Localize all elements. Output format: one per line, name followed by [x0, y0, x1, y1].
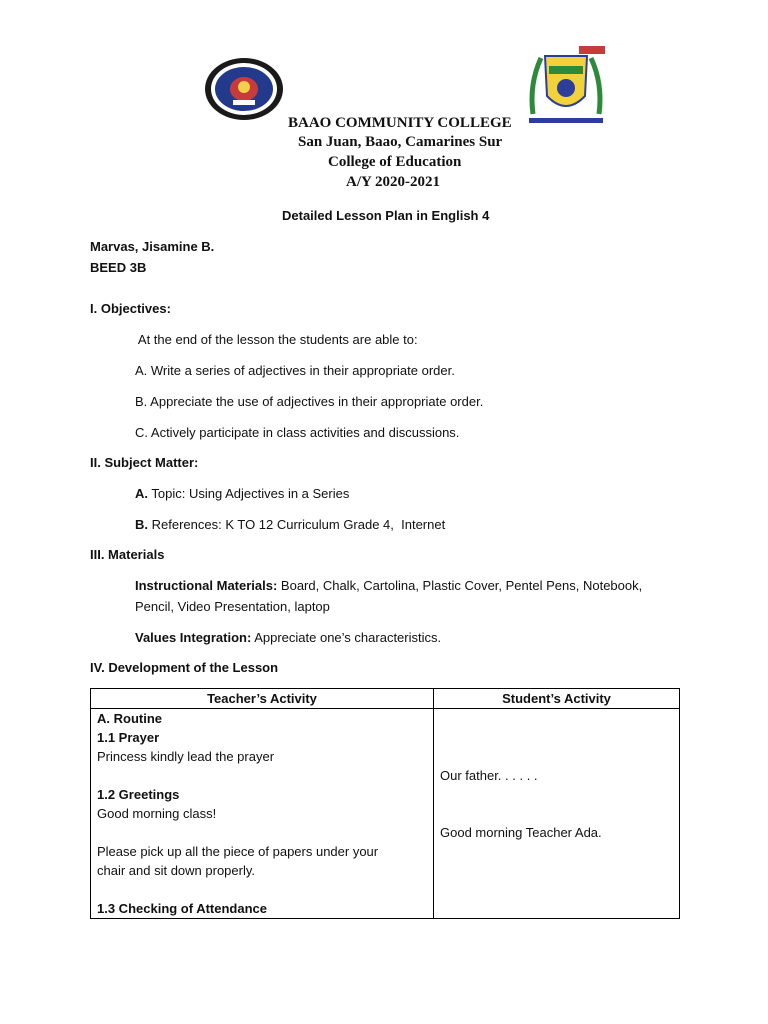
table-header-row	[91, 689, 680, 709]
college-name: BAAO COMMUNITY COLLEGE	[288, 115, 512, 131]
values-text: Appreciate one’s characteristics.	[251, 630, 442, 645]
papers-instruction-cont: chair and sit down properly.	[97, 863, 256, 878]
values-integration	[135, 628, 441, 647]
references-label: B.	[135, 517, 148, 532]
instructional-label: Instructional Materials:	[135, 578, 278, 593]
instructional-text: Board, Chalk, Cartolina, Plastic Cover, Pentel Pens, Notebook,	[277, 578, 643, 593]
objective-item: B. Appreciate the use of adjectives in their appropriate order.	[135, 394, 484, 409]
prayer-heading: 1.1 Prayer	[97, 730, 160, 745]
development-heading: IV. Development of the Lesson	[90, 660, 279, 675]
college-of-education-logo	[523, 44, 609, 128]
papers-instruction: Please pick up all the piece of papers under your	[97, 844, 379, 859]
objective-item: C. Actively participate in class activities and discussions.	[135, 425, 460, 440]
blank-line	[440, 804, 673, 823]
instructional-materials	[135, 576, 642, 595]
author-section: BEED 3B	[90, 260, 147, 275]
values-label: Values Integration:	[135, 630, 252, 645]
materials-heading: III. Materials	[90, 547, 165, 562]
student-greeting-response: Good morning Teacher Ada.	[440, 825, 602, 840]
blank-line	[440, 709, 673, 728]
table-row	[91, 709, 680, 919]
objectives-heading: I. Objectives:	[90, 301, 171, 316]
teacher-activity-cell	[91, 709, 434, 919]
student-activity-cell	[434, 709, 680, 919]
author-name: Marvas, Jisamine B.	[90, 239, 215, 254]
blank-line	[440, 747, 673, 766]
attendance-heading: 1.3 Checking of Attendance	[97, 901, 267, 916]
subject-references	[135, 515, 445, 534]
greetings-text: Good morning class!	[97, 806, 217, 821]
student-prayer-response: Our father. . . . . .	[440, 768, 538, 783]
blank-line	[97, 766, 427, 785]
blank-line	[440, 785, 673, 804]
activity-table	[90, 688, 680, 919]
document-title: Detailed Lesson Plan in English 4	[282, 208, 490, 223]
instructional-materials-cont: Pencil, Video Presentation, laptop	[135, 599, 330, 614]
routine-heading: A. Routine	[97, 711, 162, 726]
blank-line	[440, 728, 673, 747]
academic-year: A/Y 2020-2021	[346, 174, 441, 190]
student-activity-header: Student’s Activity	[434, 689, 680, 709]
topic-label: A.	[135, 486, 148, 501]
objectives-intro: At the end of the lesson the students are able to:	[135, 332, 418, 347]
college-seal-logo	[203, 56, 285, 122]
prayer-text: Princess kindly lead the prayer	[97, 749, 275, 764]
objective-item: A. Write a series of adjectives in their appropriate order.	[135, 363, 455, 378]
teacher-activity-header: Teacher’s Activity	[91, 689, 434, 709]
topic-text: Topic: Using Adjectives in a Series	[148, 486, 350, 501]
greetings-heading: 1.2 Greetings	[97, 787, 180, 802]
college-department: College of Education	[328, 154, 462, 170]
references-text: References: K TO 12 Curriculum Grade 4, Internet	[148, 517, 446, 532]
blank-line	[97, 823, 427, 842]
blank-line	[97, 880, 427, 899]
subject-matter-heading: II. Subject Matter:	[90, 455, 199, 470]
college-address: San Juan, Baao, Camarines Sur	[298, 134, 503, 150]
subject-topic	[135, 484, 349, 503]
